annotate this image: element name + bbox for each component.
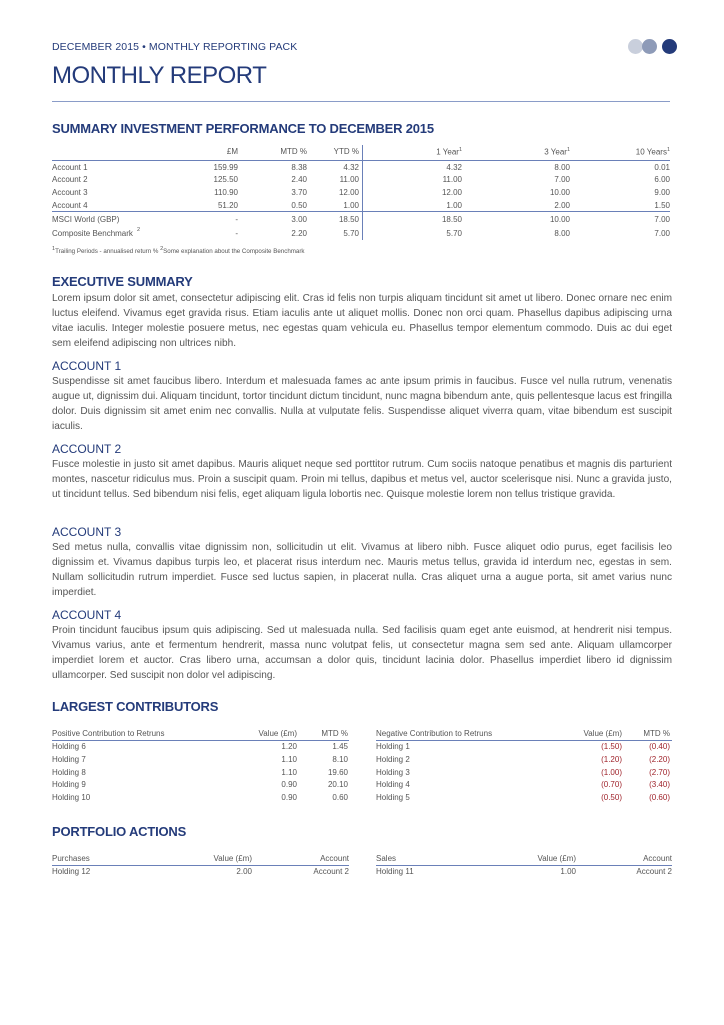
holding-value: (0.60) bbox=[649, 793, 670, 803]
holding-value: 1.00 bbox=[560, 867, 576, 876]
summary-col-header-label: 1 Year bbox=[436, 147, 459, 157]
footnote-marker: 2 bbox=[137, 227, 141, 233]
holding-value: (0.40) bbox=[649, 742, 670, 751]
summary-value: 2.40 bbox=[291, 175, 307, 184]
holding-value: 0.90 bbox=[281, 793, 297, 803]
summary-value: 51.20 bbox=[217, 201, 238, 210]
summary-value: 8.00 bbox=[554, 229, 570, 238]
holding-name: Holding 10 bbox=[52, 793, 91, 803]
account-1-text: Suspendisse sit amet faucibus libero. Interdum et malesuada fames ac ante ipsum primis in faucibus. Fusce vel nulla rutrum, venenatis augue ut, dignissim dui. Aliquam tincidunt, tortor tincidunt dictum tincidunt, nunc magna bibendum ante, quis pellentesque lacus est fringilla dolor. Duis dignissim sit amet enim nec convallis. Nulla at vulputate felis. Suspendisse aliquet viverra quam, vitae bibendum est suscipit iaculis. bbox=[52, 376, 673, 432]
col-header: Value (£m) bbox=[583, 729, 622, 738]
holding-value: 20.10 bbox=[327, 780, 348, 790]
sales-table bbox=[376, 853, 672, 883]
account-3-heading: ACCOUNT 3 bbox=[52, 525, 122, 539]
summary-value: 18.50 bbox=[338, 215, 359, 224]
holding-value: (2.70) bbox=[649, 767, 670, 777]
holding-value: Account 2 bbox=[636, 867, 672, 876]
summary-col-header bbox=[392, 147, 462, 157]
holding-value: (3.40) bbox=[649, 780, 670, 790]
holding-value: Account 2 bbox=[313, 867, 349, 876]
account-2-text: Fusce molestie in justo sit amet dapibus. Mauris aliquet neque sed porttitor rutrum. Cum sociis natoque penatibus et magnis dis parturient montes, nascetur ridiculus mus. Proin a suscipit quam. Proin mi tellus, dapibus et metus vel, auctor scelerisque nisi. Nunc a gravida justo, ut tincidunt tellus. Sed bibendum nisi felis, eget aliquam ligula lobortis nec. Quisque molestie lorem non tellus tristique gravida. bbox=[52, 459, 672, 500]
footnote-marker: 1 bbox=[666, 147, 670, 153]
summary-value: 10.00 bbox=[549, 215, 570, 224]
summary-value: 110.90 bbox=[214, 188, 238, 197]
table-header-rule bbox=[376, 740, 672, 741]
col-header: Sales bbox=[376, 854, 397, 863]
table-row bbox=[376, 742, 676, 754]
table-row bbox=[52, 175, 672, 187]
holding-name: Holding 9 bbox=[52, 780, 86, 790]
summary-value: 1.00 bbox=[446, 201, 462, 210]
holding-name: Holding 2 bbox=[376, 754, 410, 764]
col-header: Positive Contribution to Retruns bbox=[52, 729, 165, 738]
table-row bbox=[52, 867, 352, 879]
account-name: Account 4 bbox=[52, 201, 88, 210]
summary-value: 0.50 bbox=[291, 201, 307, 210]
account-2-heading: ACCOUNT 2 bbox=[52, 442, 122, 456]
table-row bbox=[52, 768, 352, 780]
holding-name: Holding 8 bbox=[52, 767, 86, 777]
table-row bbox=[376, 755, 676, 767]
summary-value: 8.00 bbox=[554, 163, 570, 172]
table-row bbox=[52, 201, 672, 213]
summary-value: 11.00 bbox=[442, 175, 462, 184]
col-header: Account bbox=[320, 854, 349, 863]
holding-name: Holding 1 bbox=[376, 742, 410, 751]
holding-name: Holding 5 bbox=[376, 793, 410, 803]
summary-value: 4.32 bbox=[343, 163, 359, 172]
table-row bbox=[52, 780, 352, 792]
summary-col-header-label: 10 Years bbox=[635, 147, 667, 157]
footnote-marker: 1 bbox=[566, 147, 570, 153]
account-name: Account 1 bbox=[52, 163, 88, 172]
holding-name: Holding 6 bbox=[52, 742, 86, 751]
summary-value: - bbox=[235, 229, 238, 238]
summary-value: 2.00 bbox=[554, 201, 570, 210]
footnote-marker: 1 bbox=[52, 246, 56, 252]
summary-value: 5.70 bbox=[446, 229, 462, 238]
summary-value: 3.00 bbox=[291, 215, 307, 224]
summary-value: 3.70 bbox=[291, 188, 307, 197]
holding-value: (1.20) bbox=[601, 754, 622, 764]
summary-value: 2.20 bbox=[291, 229, 307, 238]
account-3-text: Sed metus nulla, convallis vitae dignissim non, sollicitudin ut elit. Vivamus at libero nibh. Fusce aliquet odio purus, eget facilisis leo dignissim et. Vivamus dapibus turpis leo, et placerat risus interdum nec. Mauris metus tellus, gravida id interdum nec, egestas in sem. Nullam sollicitudin rutrum imperdiet. Fusce sed luctus sapien, in placerat nulla. Cras aliquet urna a augue porta, sit amet varius nunc imperdiet. bbox=[52, 542, 672, 598]
summary-value: 9.00 bbox=[654, 188, 670, 197]
summary-heading: SUMMARY INVESTMENT PERFORMANCE TO DECEMBER 2015 bbox=[52, 121, 434, 136]
holding-value: 19.60 bbox=[327, 767, 348, 777]
holding-value: 1.45 bbox=[332, 742, 348, 751]
summary-value: 12.00 bbox=[338, 188, 359, 197]
holding-value: 1.10 bbox=[281, 767, 297, 777]
summary-value: 1.50 bbox=[654, 201, 670, 210]
summary-value: 12.00 bbox=[441, 188, 462, 197]
footnote-text: Trailing Periods - annualised return % bbox=[55, 248, 161, 256]
negative-contributors-table bbox=[376, 728, 670, 808]
summary-value: 4.32 bbox=[446, 163, 462, 172]
summary-value: 10.00 bbox=[549, 188, 570, 197]
holding-value: (0.50) bbox=[601, 793, 622, 803]
executive-summary-heading: EXECUTIVE SUMMARY bbox=[52, 274, 193, 289]
portfolio-actions-heading: PORTFOLIO ACTIONS bbox=[52, 824, 187, 839]
summary-value: 7.00 bbox=[554, 175, 570, 184]
summary-value: 18.50 bbox=[441, 215, 462, 224]
holding-name: Holding 7 bbox=[52, 754, 86, 764]
summary-value: 7.00 bbox=[654, 229, 670, 238]
col-header: Purchases bbox=[52, 854, 90, 863]
footnote-text: Some explanation about the Composite Benchmark bbox=[163, 248, 305, 256]
holding-value: (1.00) bbox=[601, 767, 622, 777]
holding-value: 0.60 bbox=[332, 793, 348, 803]
summary-col-header: MTD % bbox=[280, 147, 307, 156]
footnote-marker: 2 bbox=[160, 246, 164, 252]
summary-value: 5.70 bbox=[343, 229, 359, 238]
table-header-rule bbox=[376, 865, 672, 866]
holding-name: Holding 4 bbox=[376, 780, 410, 790]
holding-name: Holding 3 bbox=[376, 767, 410, 777]
report-subtitle: DECEMBER 2015 • MONTHLY REPORTING PACK bbox=[52, 41, 298, 53]
executive-summary-text: Lorem ipsum dolor sit amet, consectetur adipiscing elit. Cras id felis non turpis aliquam tincidunt sit amet ut libero. Donec ornare nec enim luctus eleifend. Vivamus eget gravida risus. Etiam iaculis ante ut aliquet mollis. Donec non orci quam. Phasellus dapibus adipiscing urna vitae iaculis. Integer molestie posuere metus, nec egestas quam vehicula eu. Phasellus tempor elementum commodo. Duis ac dui eget sem eleifend adipiscing non ultrices nibh. bbox=[52, 293, 672, 349]
table-header-rule bbox=[52, 865, 349, 866]
table-row bbox=[52, 229, 672, 241]
account-name: Account 3 bbox=[52, 188, 88, 197]
table-row bbox=[376, 867, 676, 879]
footnote-marker: 1 bbox=[458, 147, 462, 153]
holding-value: 1.20 bbox=[281, 742, 297, 751]
summary-col-header-label: 3 Year bbox=[544, 147, 567, 157]
summary-table bbox=[52, 145, 672, 255]
page-title: MONTHLY REPORT bbox=[52, 62, 267, 89]
brand-dot-mid bbox=[642, 39, 657, 54]
summary-col-header bbox=[502, 147, 570, 157]
table-row bbox=[376, 780, 676, 792]
col-header: MTD % bbox=[643, 729, 670, 738]
table-row bbox=[376, 793, 676, 805]
holding-value: (1.50) bbox=[601, 742, 622, 751]
table-row bbox=[52, 188, 672, 200]
col-header: Negative Contribution to Retruns bbox=[376, 729, 493, 738]
summary-value: 159.99 bbox=[213, 163, 238, 172]
holding-value: 0.90 bbox=[281, 780, 297, 790]
largest-contributors-heading: LARGEST CONTRIBUTORS bbox=[52, 699, 219, 714]
table-row bbox=[52, 163, 672, 175]
col-header: Account bbox=[643, 854, 672, 863]
account-name: MSCI World (GBP) bbox=[52, 215, 120, 224]
summary-col-header: YTD % bbox=[333, 147, 359, 156]
holding-value: 8.10 bbox=[332, 754, 348, 764]
summary-value: 6.00 bbox=[654, 175, 670, 184]
table-row bbox=[52, 215, 672, 227]
col-header: Value (£m) bbox=[537, 854, 576, 863]
holding-value: (0.70) bbox=[601, 780, 622, 790]
summary-value: 7.00 bbox=[654, 215, 670, 224]
positive-contributors-table bbox=[52, 728, 348, 808]
table-row bbox=[52, 742, 352, 754]
summary-value: 1.00 bbox=[343, 201, 359, 210]
holding-value: 1.10 bbox=[281, 754, 297, 764]
summary-footnote bbox=[52, 246, 305, 255]
holding-value: (2.20) bbox=[649, 754, 670, 764]
holding-value: 2.00 bbox=[236, 867, 252, 876]
table-row bbox=[52, 793, 352, 805]
purchases-table bbox=[52, 853, 349, 883]
table-row bbox=[52, 755, 352, 767]
table-header-rule bbox=[52, 740, 349, 741]
summary-col-header: £M bbox=[226, 147, 238, 156]
title-divider bbox=[52, 101, 670, 102]
col-header: MTD % bbox=[321, 729, 348, 738]
summary-value: 11.00 bbox=[339, 175, 359, 184]
summary-value: 125.50 bbox=[213, 175, 238, 184]
summary-header-rule bbox=[52, 160, 670, 161]
table-row bbox=[376, 768, 676, 780]
col-header: Value (£m) bbox=[258, 729, 297, 738]
account-4-text: Proin tincidunt faucibus ipsum quis adipiscing. Sed ut malesuada nulla. Sed facilisis quam eget ante euismod, at hendrerit nisi tempus. Vivamus varius, ante et fermentum hendrerit, massa nunc volutpat felis, ut consectetur magna sem sed ante. Aliquam ullamcorper imperdiet lorem et auctor. Cras libero urna, accumsan a dolor quis, tincidunt lacinia dolor. Phasellus imperdiet libero id dignissim ullamcorper. Sed suscipit non dolor vel adipiscing. bbox=[52, 625, 672, 681]
summary-value: 8.38 bbox=[291, 163, 307, 172]
account-4-heading: ACCOUNT 4 bbox=[52, 608, 122, 622]
summary-value: - bbox=[235, 215, 238, 224]
summary-value: 0.01 bbox=[654, 163, 670, 172]
brand-dots-logo bbox=[628, 38, 678, 56]
brand-dot-light bbox=[628, 39, 643, 54]
holding-name: Holding 11 bbox=[376, 867, 414, 876]
account-1-heading: ACCOUNT 1 bbox=[52, 359, 122, 373]
brand-dot-dark bbox=[662, 39, 677, 54]
account-name: Account 2 bbox=[52, 175, 88, 184]
account-name: Composite Benchmark bbox=[52, 229, 133, 238]
summary-col-header bbox=[592, 147, 670, 157]
col-header: Value (£m) bbox=[213, 854, 252, 863]
holding-name: Holding 12 bbox=[52, 867, 91, 876]
